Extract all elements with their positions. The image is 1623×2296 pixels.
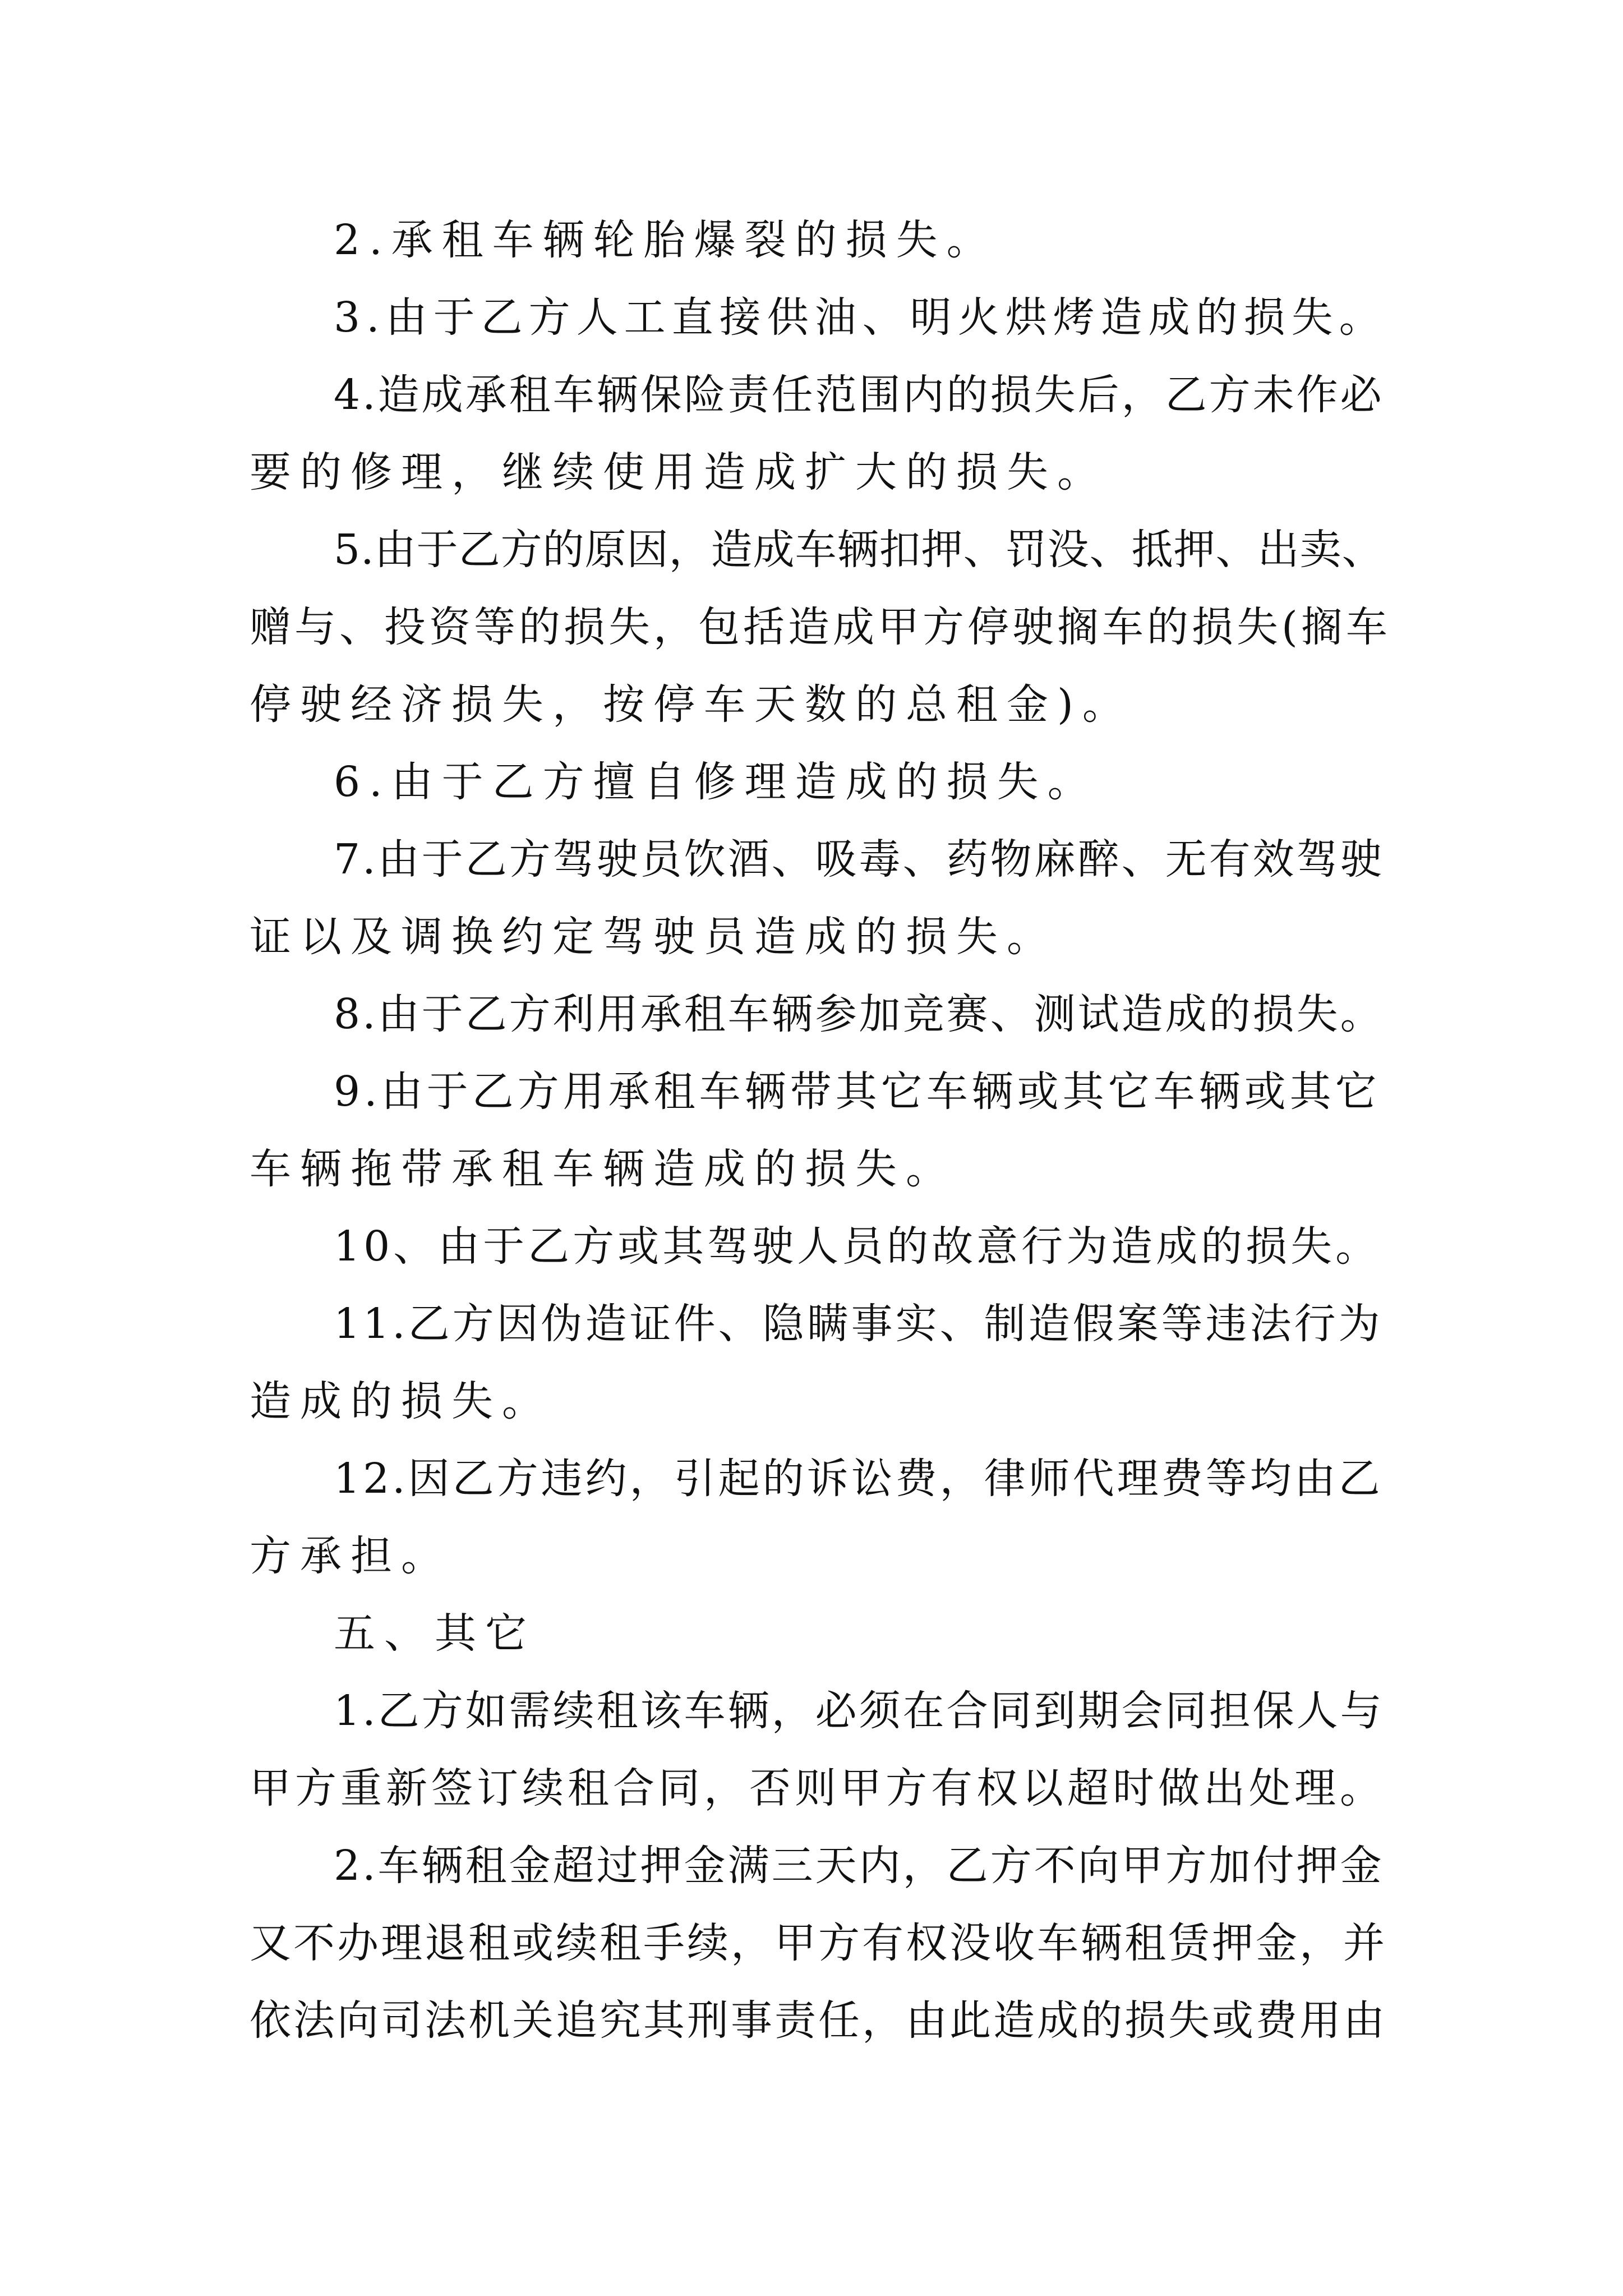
item-5-line-2: 赠与、投资等的损失，包括造成甲方停驶搁车的损失(搁车 — [250, 603, 1391, 651]
item-3-line: 3.由于乙方人工直接供油、明火烘烤造成的损失。 — [334, 293, 1387, 342]
item-7-line-1: 7.由于乙方驾驶员饮酒、吸毒、药物麻醉、无有效驾驶 — [334, 835, 1384, 884]
other-1-line-2: 甲方重新签订续租合同，否则甲方有权以超时做出处理。 — [250, 1764, 1385, 1812]
item-6-line: 6.由于乙方擅自修理造成的损失。 — [334, 758, 1098, 806]
item-5-line-1: 5.由于乙方的原因，造成车辆扣押、罚没、抵押、出卖、 — [334, 526, 1384, 574]
section-heading: 五、其它 — [334, 1609, 536, 1658]
item-10-line: 10、由于乙方或其驾驶人员的故意行为造成的损失。 — [334, 1222, 1381, 1271]
item-12-line-2: 方承担。 — [250, 1532, 451, 1580]
item-11-line-1: 11.乙方因伪造证件、隐瞒事实、制造假案等违法行为 — [334, 1300, 1383, 1348]
item-4-line-2: 要的修理，继续使用造成扩大的损失。 — [250, 448, 1108, 496]
item-5-line-3: 停驶经济损失，按停车天数的总租金)。 — [250, 680, 1133, 729]
item-9-line-2: 车辆拖带承租车辆造成的损失。 — [250, 1145, 956, 1193]
item-7-line-2: 证以及调换约定驾驶员造成的损失。 — [250, 913, 1057, 961]
item-11-line-2: 造成的损失。 — [250, 1377, 552, 1425]
other-2-line-2: 又不办理退租或续租手续，甲方有权没收车辆租赁押金，并 — [250, 1919, 1387, 1967]
other-2-line-1: 2.车辆租金超过押金满三天内，乙方不向甲方加付押金 — [334, 1842, 1384, 1890]
item-12-line-1: 12.因乙方违约，引起的诉讼费，律师代理费等均由乙 — [334, 1455, 1383, 1503]
item-4-line-1: 4.造成承租车辆保险责任范围内的损失后，乙方未作必 — [334, 371, 1384, 419]
item-9-line-1: 9.由于乙方用承租车辆带其它车辆或其它车辆或其它 — [334, 1068, 1381, 1116]
item-8-line: 8.由于乙方利用承租车辆参加竞赛、测试造成的损失。 — [334, 990, 1384, 1038]
other-2-line-3: 依法向司法机关追究其刑事责任，由此造成的损失或费用由 — [250, 1996, 1387, 2045]
other-1-line-1: 1.乙方如需续租该车辆，必须在合同到期会同担保人与 — [334, 1687, 1384, 1735]
item-2-line: 2.承租车辆轮胎爆裂的损失。 — [334, 216, 997, 264]
